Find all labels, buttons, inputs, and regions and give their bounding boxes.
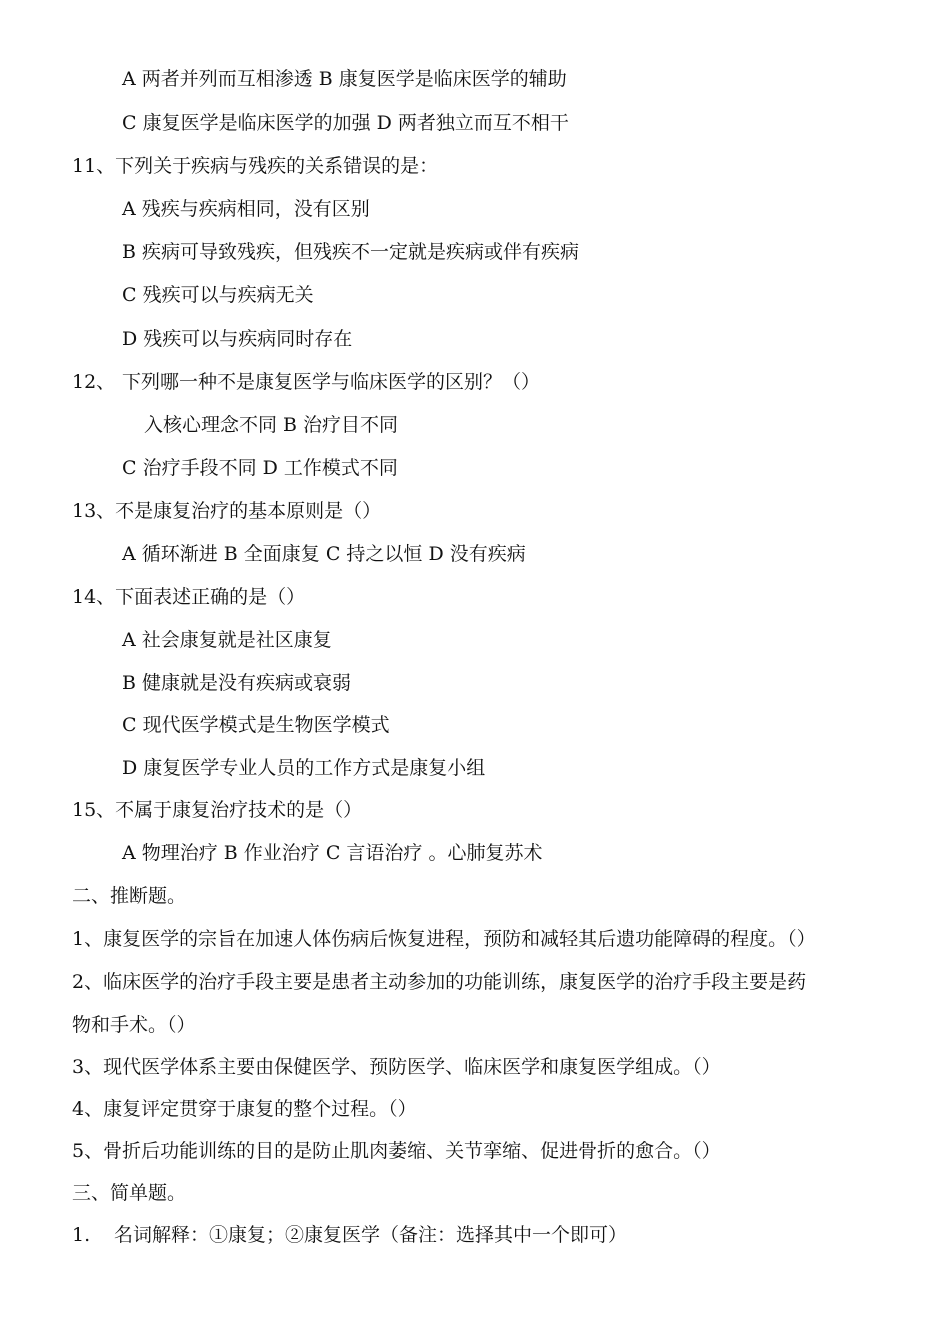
tf-item-2-line-1: 2、临床医学的治疗手段主要是患者主动参加的功能训练，康复医学的治疗手段主要是药 xyxy=(72,971,807,993)
tf-item-3: 3、现代医学体系主要由保健医学、预防医学、临床医学和康复医学组成。（） xyxy=(72,1056,721,1078)
q14-stem: 14、下面表述正确的是（） xyxy=(72,586,306,608)
q12-options-ab: 入核心理念不同 B 治疗目不同 xyxy=(144,414,399,436)
tf-item-4: 4、康复评定贯穿于康复的整个过程。（） xyxy=(72,1098,417,1120)
q10-options-cd: C 康复医学是临床医学的加强 D 两者独立而互不相干 xyxy=(122,112,569,134)
q11-option-a: A 残疾与疾病相同，没有区别 xyxy=(122,198,370,220)
q14-option-b: B 健康就是没有疾病或衰弱 xyxy=(122,672,352,694)
q12-options-cd: C 治疗手段不同 D 工作模式不同 xyxy=(122,457,398,479)
q14-option-d: D 康复医学专业人员的工作方式是康复小组 xyxy=(122,757,486,779)
q11-option-c: C 残疾可以与疾病无关 xyxy=(122,284,314,306)
q11-option-d: D 残疾可以与疾病同时存在 xyxy=(122,328,353,350)
q11-option-b: B 疾病可导致残疾，但残疾不一定就是疾病或伴有疾病 xyxy=(122,241,580,263)
q14-option-c: C 现代医学模式是生物医学模式 xyxy=(122,714,390,736)
q13-options: A 循环渐进 B 全面康复 C 持之以恒 D 没有疾病 xyxy=(122,543,526,565)
sa-item-1-number: 1. xyxy=(72,1224,91,1246)
section-heading-true-false: 二、推断题。 xyxy=(72,885,187,907)
section-heading-short-answer: 三、简单题。 xyxy=(72,1182,187,1204)
q10-options-ab: A 两者并列而互相渗透 B 康复医学是临床医学的辅助 xyxy=(122,68,567,90)
tf-item-2-line-2: 物和手术。（） xyxy=(72,1014,196,1036)
q12-stem: 下列哪一种不是康复医学与临床医学的区别？（） xyxy=(122,371,541,393)
q14-option-a: A 社会康复就是社区康复 xyxy=(122,629,332,651)
q11-stem: 11、下列关于疾病与残疾的关系错误的是： xyxy=(72,155,439,177)
q12-number: 12、 xyxy=(72,371,116,393)
q15-options: A 物理治疗 B 作业治疗 C 言语治疗 。心肺复苏术 xyxy=(122,842,543,864)
tf-item-5: 5、骨折后功能训练的目的是防止肌肉萎缩、关节挛缩、促进骨折的愈合。（） xyxy=(72,1140,721,1162)
q13-stem: 13、不是康复治疗的基本原则是（） xyxy=(72,500,382,522)
tf-item-1: 1、康复医学的宗旨在加速人体伤病后恢复进程，预防和减轻其后遗功能障碍的程度。（） xyxy=(72,928,816,950)
sa-item-1-text: 名词解释：①康复；②康复医学（备注：选择其中一个即可） xyxy=(114,1224,628,1246)
q15-stem: 15、不属于康复治疗技术的是（） xyxy=(72,799,363,821)
